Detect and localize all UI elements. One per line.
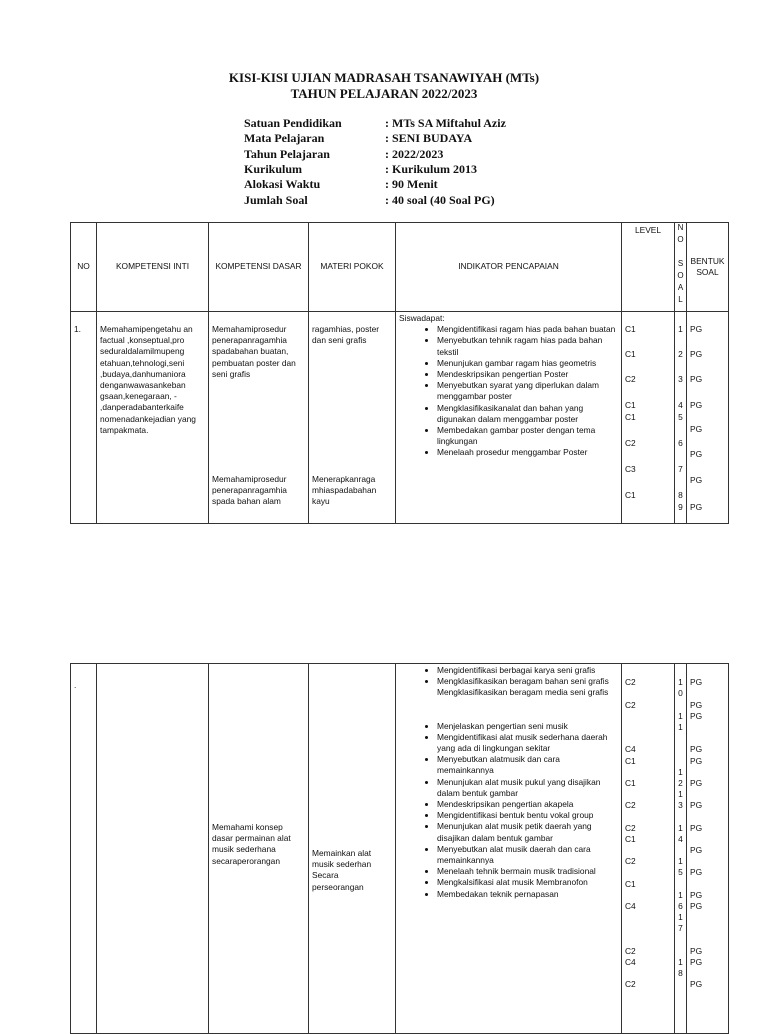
kd-item: Memahamiprosedur penerapanragamhia spada bahan alam: [212, 474, 287, 507]
bentuk-value: PG: [690, 755, 703, 766]
meta-value: : 2022/2023: [385, 146, 444, 161]
row-no-soal: [675, 312, 687, 524]
soal-number: 0: [678, 688, 683, 699]
indicator-item: • Mendeskripsikan pengertian Poster: [437, 369, 618, 380]
bentuk-value: [690, 834, 725, 845]
soal-number: 3: [678, 374, 683, 384]
bentuk-value: [690, 722, 725, 733]
no-soal-letter: A: [677, 283, 684, 292]
header-indikator: INDIKATOR PENCAPAIAN: [396, 223, 622, 312]
header-no: NO: [71, 223, 97, 312]
indicator-item: • Membedakan teknik pernapasan: [437, 889, 618, 900]
level-value: C2: [625, 677, 636, 688]
materi-item: ragamhias, poster dan seni grafis: [312, 324, 380, 346]
header-ki: KOMPETENSI INTI: [97, 223, 209, 312]
row-materi-pokok: Memainkan alat musik sederhan Secara perseorangan: [309, 664, 396, 1034]
indicator-item: • Menelaah prosedur menggambar Poster: [437, 447, 618, 458]
bentuk-value: PG: [690, 324, 703, 334]
bentuk-value: PG: [690, 867, 703, 878]
siswa-label: Siswadapat:: [399, 313, 445, 323]
bentuk-value: [690, 811, 725, 822]
level-value: C2: [625, 979, 636, 990]
row-kompetensi-dasar: Memahami konsep dasar permainan alat musik sederhana secaraperorangan: [209, 664, 309, 1034]
level-value: C1: [625, 878, 636, 889]
meta-label: Tahun Pelajaran: [244, 146, 330, 161]
soal-number: 1: [678, 324, 683, 334]
materi-item: Menerapkanraga mhiaspadabahan kayu: [312, 474, 377, 507]
bentuk-value: [690, 912, 725, 923]
bentuk-value: [690, 968, 725, 979]
soal-number: 2: [678, 777, 683, 788]
bentuk-value: PG: [690, 800, 703, 811]
kisi-table-1: [70, 222, 729, 524]
bentuk-value: [690, 688, 725, 699]
row-level: [622, 664, 675, 1034]
soal-number: 5: [678, 867, 683, 878]
level-value: [625, 711, 671, 722]
level-value: [625, 767, 671, 778]
soal-number: 4: [678, 833, 683, 844]
indicator-plain: Mengklasifikasikan beragam media seni grafis: [437, 687, 609, 698]
header-no-soal: [675, 223, 687, 312]
no-soal-letter: O: [677, 271, 684, 280]
soal-number: 8: [678, 968, 683, 979]
indicator-item: • Menyebutkan tehnik ragam hias pada bahan tekstil: [437, 335, 618, 357]
bentuk-value: PG: [690, 822, 703, 833]
level-value: [625, 666, 671, 677]
document-subtitle: TAHUN PELAJARAN 2022/2023: [290, 86, 478, 101]
meta-value: : 90 Menit: [385, 177, 438, 192]
bentuk-value: [690, 767, 725, 778]
bentuk-value: PG: [690, 945, 703, 956]
row-kompetensi-dasar: [209, 312, 309, 524]
bentuk-value: [690, 789, 725, 800]
bentuk-value: PG: [690, 424, 703, 434]
row-kompetensi-inti: [97, 664, 209, 1034]
meta-value: : Kurikulum 2013: [385, 161, 478, 176]
soal-number: [675, 744, 686, 755]
no-soal-letter: O: [677, 235, 684, 244]
soal-number: 1: [678, 912, 683, 923]
bentuk-value: PG: [690, 845, 703, 855]
indicator-item: • Menyebutkan alatmusik dan cara memainkannya: [437, 754, 618, 776]
row-indikator: [396, 312, 622, 524]
meta-row: [244, 116, 506, 131]
soal-number: 1: [678, 721, 683, 732]
bentuk-value: PG: [690, 889, 703, 900]
soal-number: 7: [678, 464, 683, 474]
no-soal-letter: L: [678, 295, 683, 304]
indicator-item: • Mengidentifikasi berbagai karya seni grafis: [437, 665, 618, 676]
header-materi: MATERI POKOK: [309, 223, 396, 312]
level-value: C1: [625, 324, 636, 334]
level-value: [625, 789, 671, 800]
meta-value: : SENI BUDAYA: [385, 131, 473, 146]
bentuk-value: [690, 733, 725, 744]
soal-number: [675, 845, 686, 856]
level-value: C1: [625, 412, 636, 422]
level-value: C3: [625, 464, 636, 474]
meta-label: Kurikulum: [244, 161, 303, 176]
soal-number: 5: [678, 412, 683, 422]
indicator-list: [399, 721, 618, 900]
level-value: [625, 890, 671, 901]
bentuk-value: PG: [690, 502, 703, 512]
meta-label: Jumlah Soal: [244, 192, 308, 207]
level-value: C1: [625, 400, 636, 410]
bentuk-value: PG: [690, 449, 703, 459]
document-title: KISI-KISI UJIAN MADRASAH TSANAWIYAH (MTs): [228, 70, 540, 85]
level-value: [625, 968, 671, 979]
level-value: [625, 923, 671, 934]
indicator-item: • Menunjukan alat musik petik daerah yang disajikan dalam bentuk gambar: [437, 821, 618, 843]
level-value: C4: [625, 900, 636, 911]
header-kd: KOMPETENSI DASAR: [209, 223, 309, 312]
level-value: C4: [625, 744, 636, 755]
no-soal-letter: [675, 247, 686, 259]
soal-number: [675, 879, 686, 890]
bentuk-value: PG: [690, 956, 703, 967]
kisi-table-2: [70, 663, 729, 1034]
indicator-item: • Mengidentifikasi ragam hias pada bahan buatan: [437, 324, 618, 335]
soal-number: 1: [678, 856, 683, 867]
soal-number: 1: [678, 889, 683, 900]
level-value: [625, 733, 671, 744]
soal-number: 2: [678, 349, 683, 359]
soal-number: 1: [678, 789, 683, 800]
level-value: C2: [625, 374, 636, 384]
indicator-item: • Menunjukan alat musik pukul yang disajikan dalam bentuk gambar: [437, 777, 618, 799]
row-kompetensi-inti: Memahamipengetahu an factual ,konseptual,pro seduraldalamilmupeng etahuan,tehnologi,seni ,budaya,danhumaniora denganwawasankeban gsaan,kenegaraan, - ,danperadabanterkaife nomenadankejadian yang tampakmata.: [97, 312, 209, 524]
level-value: C1: [625, 833, 636, 844]
bentuk-value: [690, 935, 725, 946]
meta-label: Mata Pelajaran: [244, 131, 325, 146]
indicator-item: • Menunjukan gambar ragam hias geometris: [437, 358, 618, 369]
meta-row: [244, 177, 438, 192]
soal-number: [675, 756, 686, 767]
indicator-item: • Menyebutkan alat musik daerah dan cara memainkannya: [437, 844, 618, 866]
level-value: C2: [625, 699, 636, 710]
indicator-list: [399, 324, 618, 458]
soal-number: [675, 666, 686, 677]
indicator-item: • Menjelaskan pengertian seni musik: [437, 721, 618, 732]
level-value: C2: [625, 822, 636, 833]
bentuk-value: [690, 879, 725, 890]
table-header-row: [71, 223, 729, 312]
soal-number: 1: [678, 956, 683, 967]
meta-label: Satuan Pendidikan: [244, 116, 342, 130]
bentuk-value: PG: [690, 400, 703, 410]
level-value: [625, 811, 671, 822]
indicator-item: • Membedakan gambar poster dengan tema lingkungan: [437, 425, 618, 447]
soal-number: 3: [678, 800, 683, 811]
indicator-item: • Mengklasifikasikanalat dan bahan yang digunakan dalam menggambar poster: [437, 403, 618, 425]
level-value: [625, 912, 671, 923]
no-soal-letter: N: [677, 223, 684, 232]
row-indikator: [396, 664, 622, 1034]
table-row: [71, 312, 729, 524]
level-value: [625, 867, 671, 878]
level-value: C1: [625, 349, 636, 359]
row-bentuk: [687, 312, 729, 524]
bentuk-value: PG: [690, 710, 703, 721]
soal-number: 8: [678, 490, 683, 500]
bentuk-value: [690, 923, 725, 934]
bentuk-value: PG: [690, 979, 703, 990]
bentuk-value: [690, 666, 725, 677]
soal-number: [675, 733, 686, 744]
soal-number: 1: [678, 766, 683, 777]
meta-row: [244, 147, 443, 162]
row-no: 1.: [71, 312, 97, 524]
row-level: [622, 312, 675, 524]
soal-number: 4: [678, 400, 683, 410]
level-value: C1: [625, 777, 636, 788]
soal-number: 6: [678, 438, 683, 448]
bentuk-value: [690, 856, 725, 867]
bentuk-value: PG: [690, 677, 703, 688]
level-value: C1: [625, 755, 636, 766]
indicator-item: • Mengidentifikasi alat musik sederhana daerah yang ada di lingkungan sekitar: [437, 732, 618, 754]
row-no-soal: [675, 664, 687, 1034]
soal-number: 6: [678, 900, 683, 911]
level-value: [625, 935, 671, 946]
bentuk-value: PG: [690, 744, 703, 755]
indicator-item: • Mendeskripsikan pengertian akapela: [437, 799, 618, 810]
row-materi-pokok: [309, 312, 396, 524]
soal-number: 9: [678, 502, 683, 512]
level-value: C2: [625, 856, 636, 867]
row-bentuk: [687, 664, 729, 1034]
meta-row: [244, 131, 472, 146]
soal-number: [675, 946, 686, 957]
level-value: [625, 722, 671, 733]
soal-number: 1: [678, 710, 683, 721]
no-soal-letter: S: [677, 259, 684, 268]
level-value: [625, 845, 671, 856]
level-value: C2: [625, 438, 636, 448]
bentuk-value: PG: [690, 777, 703, 788]
bentuk-value: PG: [690, 374, 703, 384]
meta-row: [244, 162, 477, 177]
level-value: C1: [625, 490, 636, 500]
meta-value: : 40 soal (40 Soal PG): [385, 192, 495, 207]
level-value: C4: [625, 956, 636, 967]
bentuk-value: PG: [690, 699, 703, 710]
indicator-item: • Mengkalsifikasi alat musik Membranofon: [437, 877, 618, 888]
soal-number: [675, 811, 686, 822]
level-value: C2: [625, 800, 636, 811]
soal-number: 1: [678, 822, 683, 833]
bentuk-value: PG: [690, 900, 703, 911]
header-bentuk: BENTUK SOAL: [687, 223, 729, 312]
header-level: LEVEL: [622, 223, 675, 312]
soal-number: 1: [678, 677, 683, 688]
kd-item: Memahamiprosedur penerapanragamhia spadabahan buatan, pembuatan poster dan seni grafis: [212, 324, 296, 379]
meta-value: : MTs SA Miftahul Aziz: [385, 116, 506, 130]
indicator-item: • Menelaah tehnik bermain musik tradisional: [437, 866, 618, 877]
indicator-item: • Menyebutkan syarat yang diperlukan dalam menggambar poster: [437, 380, 618, 402]
indicator-item: • Mengklasifikasikan beragam bahan seni grafis: [437, 676, 618, 687]
level-value: C2: [625, 945, 636, 956]
level-value: [625, 688, 671, 699]
row-no: .: [71, 664, 97, 1034]
table-row: [71, 664, 729, 1034]
bentuk-value: PG: [690, 475, 703, 485]
meta-label: Alokasi Waktu: [244, 177, 321, 192]
meta-row: [244, 193, 495, 208]
indicator-item: • Mengidentifikasi bentuk bentu vokal group: [437, 810, 618, 821]
soal-number: [675, 700, 686, 711]
indicator-list: [399, 665, 618, 687]
soal-number: 7: [678, 923, 683, 934]
bentuk-value: PG: [690, 349, 703, 359]
soal-number: [675, 935, 686, 946]
